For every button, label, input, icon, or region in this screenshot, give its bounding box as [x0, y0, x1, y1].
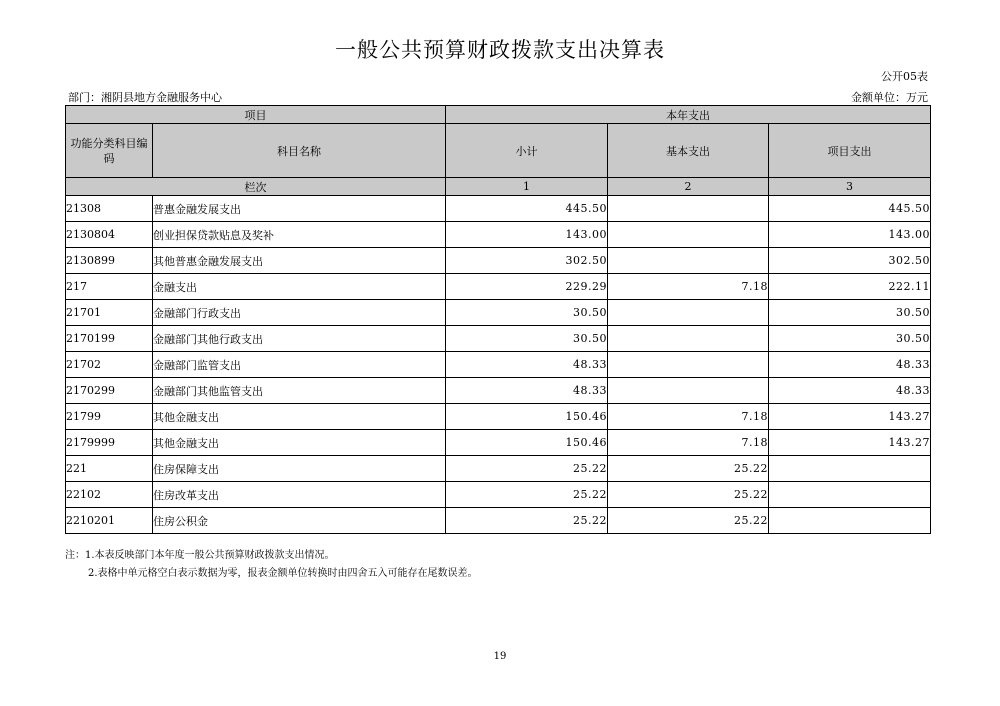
- cell-subtotal: 30.50: [446, 326, 608, 352]
- cell-name: 创业担保贷款贴息及奖补: [153, 222, 446, 248]
- cell-name: 金融部门其他监管支出: [153, 378, 446, 404]
- header-code: 功能分类科目编码: [66, 124, 153, 178]
- header-col-2: 2: [608, 178, 769, 196]
- header-col-3: 3: [769, 178, 931, 196]
- cell-code: 2170199: [66, 326, 153, 352]
- cell-basic: [608, 352, 769, 378]
- cell-code: 2210201: [66, 508, 153, 534]
- note-1: 注：1.本表反映部门本年度一般公共预算财政拨款支出情况。: [65, 550, 335, 561]
- cell-name: 金融部门行政支出: [153, 300, 446, 326]
- cell-project: 143.00: [769, 222, 931, 248]
- note-2: 2.表格中单元格空白表示数据为零，报表金额单位转换时由四舍五入可能存在尾数误差。: [88, 568, 478, 579]
- header-row-3: [66, 178, 931, 196]
- cell-basic: [608, 326, 769, 352]
- cell-project: 48.33: [769, 352, 931, 378]
- cell-subtotal: 445.50: [446, 196, 608, 222]
- table-row: [66, 404, 931, 430]
- cell-code: 21701: [66, 300, 153, 326]
- cell-subtotal: 302.50: [446, 248, 608, 274]
- cell-name: 其他普惠金融发展支出: [153, 248, 446, 274]
- table-row: [66, 482, 931, 508]
- table-row: [66, 248, 931, 274]
- cell-basic: 7.18: [608, 404, 769, 430]
- cell-project: 143.27: [769, 430, 931, 456]
- amount-unit-label: 金额单位：万元: [851, 91, 928, 104]
- cell-project: 30.50: [769, 326, 931, 352]
- cell-name: 住房改革支出: [153, 482, 446, 508]
- table-row: [66, 430, 931, 456]
- cell-project: [769, 456, 931, 482]
- cell-basic: [608, 248, 769, 274]
- cell-subtotal: 25.22: [446, 482, 608, 508]
- table-row: [66, 378, 931, 404]
- table-row: [66, 456, 931, 482]
- cell-code: 2130804: [66, 222, 153, 248]
- form-number: 公开05表: [881, 70, 928, 83]
- header-col-1: 1: [446, 178, 608, 196]
- table-row: [66, 326, 931, 352]
- header-project-expenditure: 项目支出: [769, 124, 931, 178]
- cell-code: 2179999: [66, 430, 153, 456]
- cell-project: 302.50: [769, 248, 931, 274]
- cell-code: 221: [66, 456, 153, 482]
- cell-name: 普惠金融发展支出: [153, 196, 446, 222]
- cell-name: 住房公积金: [153, 508, 446, 534]
- table-row: [66, 196, 931, 222]
- cell-basic: [608, 222, 769, 248]
- cell-subtotal: 48.33: [446, 378, 608, 404]
- cell-basic: 7.18: [608, 430, 769, 456]
- cell-subtotal: 25.22: [446, 508, 608, 534]
- table-row: [66, 222, 931, 248]
- cell-code: 217: [66, 274, 153, 300]
- expenditure-table: [65, 105, 931, 534]
- cell-name: 金融部门其他行政支出: [153, 326, 446, 352]
- cell-code: 21702: [66, 352, 153, 378]
- cell-subtotal: 48.33: [446, 352, 608, 378]
- cell-code: 21799: [66, 404, 153, 430]
- department-label: 部门：湘阴县地方金融服务中心: [68, 91, 222, 104]
- header-project: 项目: [66, 106, 446, 124]
- cell-project: 222.11: [769, 274, 931, 300]
- table-row: [66, 300, 931, 326]
- table-row: [66, 508, 931, 534]
- cell-name: 其他金融支出: [153, 430, 446, 456]
- cell-project: 48.33: [769, 378, 931, 404]
- cell-code: 2130899: [66, 248, 153, 274]
- cell-subtotal: 150.46: [446, 430, 608, 456]
- header-row-label: 栏次: [66, 178, 446, 196]
- header-name: 科目名称: [153, 124, 446, 178]
- page-number: 19: [493, 651, 507, 662]
- cell-project: [769, 482, 931, 508]
- page-title: 一般公共预算财政拨款支出决算表: [335, 38, 665, 62]
- cell-code: 22102: [66, 482, 153, 508]
- cell-project: 30.50: [769, 300, 931, 326]
- cell-subtotal: 30.50: [446, 300, 608, 326]
- cell-basic: [608, 378, 769, 404]
- cell-name: 住房保障支出: [153, 456, 446, 482]
- cell-basic: 25.22: [608, 456, 769, 482]
- cell-basic: 7.18: [608, 274, 769, 300]
- header-subtotal: 小计: [446, 124, 608, 178]
- cell-subtotal: 25.22: [446, 456, 608, 482]
- cell-project: [769, 508, 931, 534]
- cell-basic: [608, 196, 769, 222]
- cell-subtotal: 143.00: [446, 222, 608, 248]
- cell-subtotal: 229.29: [446, 274, 608, 300]
- cell-basic: [608, 300, 769, 326]
- table-row: [66, 274, 931, 300]
- cell-project: 445.50: [769, 196, 931, 222]
- header-basic: 基本支出: [608, 124, 769, 178]
- cell-basic: 25.22: [608, 482, 769, 508]
- cell-code: 2170299: [66, 378, 153, 404]
- header-row-2: [66, 124, 931, 178]
- cell-code: 21308: [66, 196, 153, 222]
- header-row-1: [66, 106, 931, 124]
- cell-name: 金融部门监管支出: [153, 352, 446, 378]
- cell-name: 金融支出: [153, 274, 446, 300]
- cell-name: 其他金融支出: [153, 404, 446, 430]
- table-row: [66, 352, 931, 378]
- cell-subtotal: 150.46: [446, 404, 608, 430]
- cell-basic: 25.22: [608, 508, 769, 534]
- header-current-year: 本年支出: [446, 106, 931, 124]
- cell-project: 143.27: [769, 404, 931, 430]
